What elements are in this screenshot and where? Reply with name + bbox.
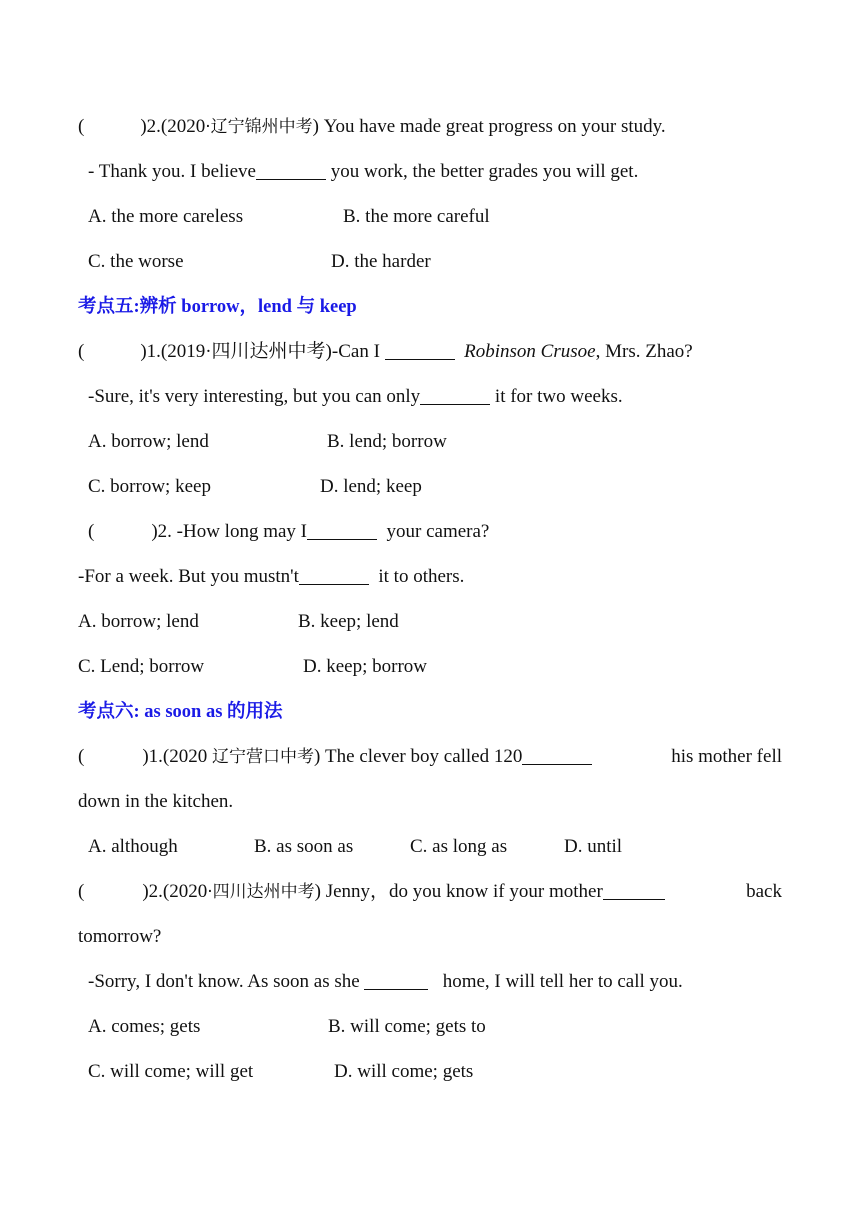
option-c: C. the worse [88,251,184,272]
option-c: C. as long as [410,836,508,857]
question-stem: ( )1.(2020 辽宁营口中考) The clever boy called 120 his mother fell [78,746,782,767]
book-title: Robinson Crusoe [464,341,596,362]
option-d: D. the harder [331,251,431,272]
answer-blank [256,161,326,180]
answer-paren: ( [78,746,85,767]
section-heading: 考点五:辨析 borrow，lend 与 keep [78,297,357,317]
question-stem: ( )1.(2019·四川达州中考)-Can I Robinson Crusoe, Mrs. Zhao? [78,341,693,362]
option-c: C. will come; will get [88,1061,254,1082]
option-row [78,610,788,634]
option-b: B. the more careful [343,206,490,227]
answer-blank [603,881,665,900]
option-c: C. borrow; keep [88,476,211,497]
option-row [88,475,798,499]
option-row [88,1015,798,1039]
question-stem: ( )2.(2020·四川达州中考) Jenny，do you know if your mother back [78,881,782,902]
option-row [88,1060,798,1084]
option-d: D. keep; borrow [303,656,427,677]
option-b: B. lend; borrow [327,431,447,452]
option-row [88,835,798,859]
question-stem: ( )2. -How long may I your camera? [88,521,490,542]
option-row [78,655,788,679]
option-row [88,250,798,274]
question-stem-continued: down in the kitchen. [78,791,234,812]
question-source: ·辽宁锦州中考 [205,117,313,137]
answer-paren: ( [78,341,85,362]
section-heading: 考点六: as soon as 的用法 [78,702,283,722]
option-b: B. keep; lend [298,611,399,632]
answer-blank [385,341,455,360]
answer-blank [307,521,377,540]
option-a: A. although [88,836,178,857]
answer-paren: ( [88,521,95,542]
question-stem-continued: tomorrow? [78,926,162,947]
option-b: B. will come; gets to [328,1016,486,1037]
answer-blank [522,746,592,765]
option-d: D. lend; keep [320,476,422,497]
option-a: A. the more careless [88,206,244,227]
option-c: C. Lend; borrow [78,656,205,677]
answer-blank [299,566,369,585]
answer-paren: ( [78,881,85,902]
question-reply: -For a week. But you mustn't it to others. [78,566,465,587]
answer-paren: ( [78,116,85,137]
option-b: B. as soon as [254,836,354,857]
option-d: D. will come; gets [334,1061,474,1082]
question-source: 辽宁营口中考 [211,747,314,767]
answer-blank [420,386,490,405]
question-reply: -Sorry, I don't know. As soon as she home, I will tell her to call you. [88,971,683,992]
answer-blank [364,971,428,990]
option-row [88,430,798,454]
question-stem: ( )2.(2020·辽宁锦州中考) You have made great progress on your study. [78,116,666,137]
question-reply: -Sure, it's very interesting, but you can only it for two weeks. [88,386,623,407]
question-reply: - Thank you. I believe you work, the better grades you will get. [88,161,639,182]
option-a: A. comes; gets [88,1016,201,1037]
question-source: ·四川达州中考 [207,882,315,902]
option-a: A. borrow; lend [88,431,209,452]
option-d: D. until [564,836,623,857]
option-a: A. borrow; lend [78,611,199,632]
option-row [88,205,798,229]
